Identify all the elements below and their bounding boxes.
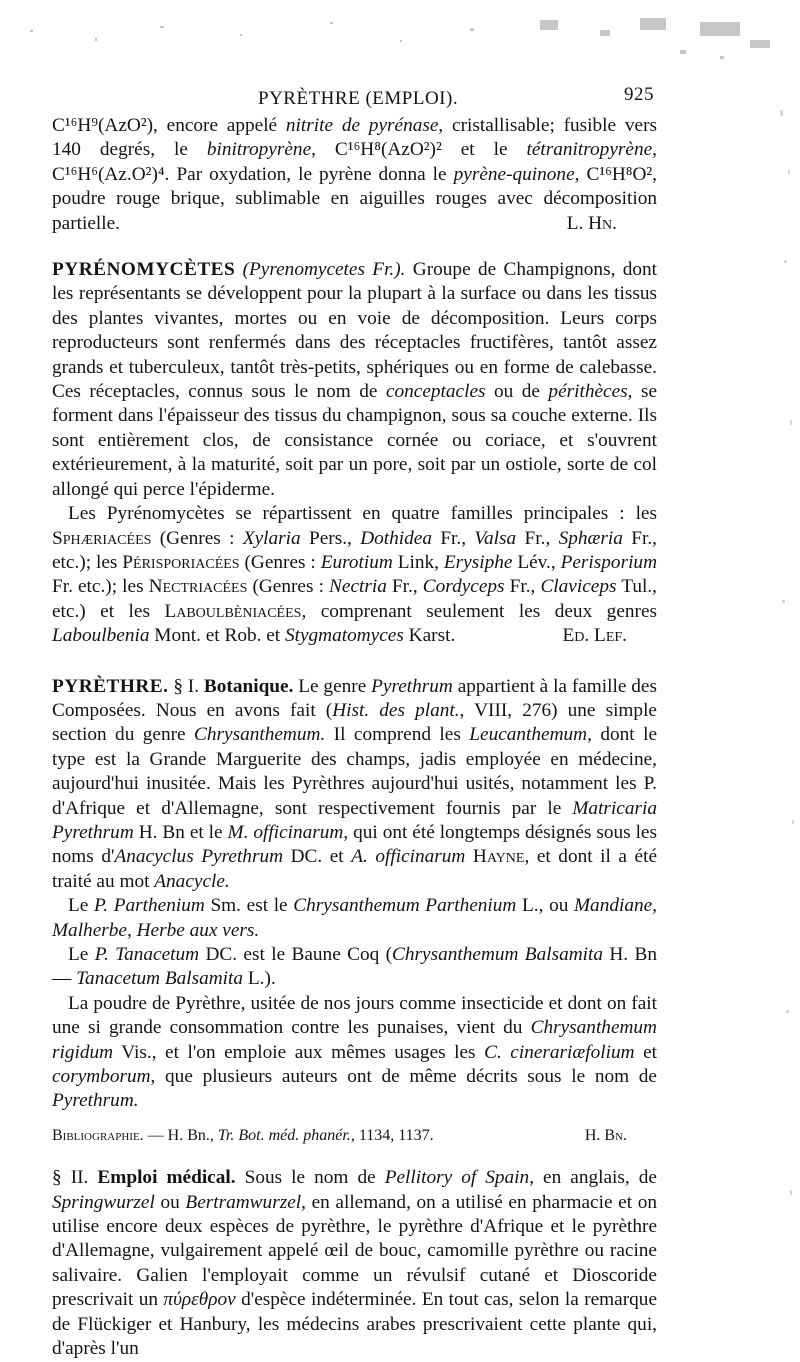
header-subtitle: (EMPLOI). xyxy=(365,88,459,109)
term-italic: Chrysanthemum Parthenium xyxy=(293,895,517,917)
scan-noise-top xyxy=(0,0,800,70)
scan-noise-edge xyxy=(770,0,800,1342)
entry-heading: PYRÈTHRE. xyxy=(52,675,169,697)
entry-pyrethre xyxy=(52,675,657,895)
body-text: Fr., etc.); les xyxy=(52,527,657,573)
author-name: Hayne xyxy=(472,846,525,868)
genus-name: Laboulbenia xyxy=(52,625,150,647)
body-text: 140 degrés, le xyxy=(52,139,207,161)
body-text: Link, xyxy=(392,551,444,573)
spacer xyxy=(52,649,657,675)
running-title xyxy=(258,88,458,110)
body-text: Karst. xyxy=(403,625,456,647)
spacer xyxy=(52,1114,657,1124)
body-text: , C¹⁶H⁶(Az.O²)⁴. xyxy=(52,139,657,185)
running-header xyxy=(52,84,652,114)
body-text: appartient à la famille des Composées. Nous en avons fait ( xyxy=(52,675,657,721)
term-italic: Pellitory of Spain xyxy=(384,1167,530,1189)
body-text: , en allemand, on a utilisé en pharmacie et on utilise encore deux espèces de pyrèthre, le pyrèthre d'Afrique et le pyrèthre d'Allemagne, vulgairement appelé œil de bouc, camomille pyrèthre ou racine salivaire. Galien l'employait comme un révulsif cutané et Dioscoride prescrivait un xyxy=(52,1191,658,1311)
author-signature: Ed. Lef. xyxy=(562,625,627,647)
body-text: , en anglais, de xyxy=(529,1167,657,1189)
text-column xyxy=(52,114,657,1362)
genus-name: Xylaria xyxy=(242,527,301,549)
genus-name: Valsa xyxy=(474,527,517,549)
family-name: Laboulbèniacées xyxy=(164,600,302,622)
term-italic: Pyrethrum xyxy=(371,675,453,697)
body-text: Fr., xyxy=(504,576,541,598)
body-text: , cristallisable; fusible vers xyxy=(438,115,657,136)
page-number: 925 xyxy=(624,84,654,105)
genus-name: Nectria xyxy=(329,576,387,598)
term-italic: A. officinarum xyxy=(351,846,466,868)
greek-term: πύρεθρον xyxy=(163,1289,236,1311)
entry-heading: PYRÉNOMYCÈTES xyxy=(52,259,236,281)
body-text: Il comprend les xyxy=(325,724,470,746)
term-italic: C. cinerariæfolium xyxy=(484,1041,635,1063)
formula-text: C¹⁶H⁹(AzO²), encore appelé xyxy=(52,115,286,136)
family-name: Nectriacées xyxy=(148,576,248,598)
body-text: Tul., etc.) et les xyxy=(52,576,657,622)
section-mark: § I. xyxy=(173,675,200,697)
term-italic: Chrysanthemum Balsamita xyxy=(392,944,604,965)
body-text: Les Pyrénomycètes se répartissent en quatre familles principales : les xyxy=(68,503,657,525)
body-text: , C¹⁶H⁸(AzO²)² et le xyxy=(311,139,527,161)
term-italic: Pyrethrum. xyxy=(52,1090,139,1112)
header-title: PYRÈTHRE xyxy=(258,88,361,109)
term-italic: Mandiane, Malherbe, Herbe aux vers. xyxy=(52,895,657,941)
bibliography-label: Bibliographie. xyxy=(52,1126,144,1144)
body-text: Vis., et l'on emploie aux mêmes usages les xyxy=(113,1041,485,1063)
body-text: d'espèce indéterminée. En tout cas, selon la remarque de Flückiger et Hanbury, les médecins arabes prescrivaient cette plante qui, d'après l'un xyxy=(52,1289,657,1360)
body-text: ou xyxy=(154,1191,186,1213)
term-italic: nitrite de pyrénase xyxy=(285,115,439,136)
pyrene-continuation xyxy=(52,114,657,236)
body-text: ou de xyxy=(485,381,549,403)
term-italic: Leucanthemum, xyxy=(469,724,592,746)
term-italic: Anacyclus Pyrethrum xyxy=(114,846,284,868)
body-text: et xyxy=(634,1041,657,1063)
body-text: , et dont il a été traité au mot xyxy=(52,846,657,892)
body-text: sublimable en aiguilles rouges avec décomposition partielle. xyxy=(52,188,657,234)
body-text: DC. et xyxy=(283,846,352,868)
body-text: L.). xyxy=(243,968,276,990)
term-italic: périthèces xyxy=(548,381,628,403)
latin-name: (Pyrenomycetes Fr.). xyxy=(242,259,406,281)
entry-pyrenomycetes xyxy=(52,258,657,502)
body-text: Pers., xyxy=(300,527,361,549)
spacer xyxy=(52,236,657,258)
paragraph xyxy=(52,502,657,648)
genus-name: Eurotium xyxy=(320,551,393,573)
section-emploi-medical xyxy=(52,1166,657,1361)
term-italic: P. Tanacetum xyxy=(94,944,200,965)
author-signature: H. Bn. xyxy=(584,1126,627,1144)
term-italic: M. officinarum xyxy=(227,821,344,843)
body-text: Mont. et Rob. et xyxy=(149,625,285,647)
body-text: Lév., xyxy=(512,551,561,573)
term-italic: Chrysanthemum. xyxy=(194,724,326,746)
section-title: Botanique. xyxy=(203,675,294,697)
term-italic: pyrène-quinone xyxy=(453,163,575,185)
body-text: Fr., xyxy=(516,527,559,549)
term-italic: tétranitropyrène xyxy=(526,139,653,161)
body-text: , que plusieurs auteurs ont de même décrits sous le nom de xyxy=(150,1066,657,1088)
paragraph xyxy=(52,943,657,992)
genus-name: Stygmatomyces xyxy=(284,625,404,647)
body-text: , qui ont été longtemps désignés sous les noms d' xyxy=(52,821,657,868)
body-text: L., ou xyxy=(516,895,574,917)
body-text: DC. est le Baune Coq ( xyxy=(199,944,393,965)
body-text: , se forment dans l'épaisseur des tissus du champignon, sous sa couche externe. Ils sont entièrement clos, de consistance cornée ou coriace, et s'ouvrent extérieurement, à la maturité, soit par un pore, soit par un ostiole, sorte de col allongé qui perce l'épiderme. xyxy=(52,381,658,500)
body-text: Fr., xyxy=(386,576,423,598)
body-text: , comprenant seulement les deux genres xyxy=(301,600,657,622)
body-text: (Genres : xyxy=(239,551,321,573)
term-italic: corymborum xyxy=(52,1066,151,1088)
section-title: Emploi médical. xyxy=(97,1167,236,1189)
term-italic: Bertramwurzel xyxy=(185,1191,302,1213)
body-text: Le xyxy=(68,895,94,917)
term-italic: P. Parthenium xyxy=(93,895,205,917)
body-text: Groupe de Champignons, dont les représentants se développent pour la plupart à la surface ou dans les tissus des plantes vivantes, mortes ou en voie de décomposition. Leurs corps reproducteurs sont renfermés dans des réceptacles fructifères, tantôt assez grands et tuberculeux, tantôt très-petits, sphériques ou en forme de calebasse. Ces réceptacles, connus sous le nom de xyxy=(52,259,657,403)
term-italic: Chrysanthemum rigidum xyxy=(52,1017,657,1063)
body-text xyxy=(465,846,473,867)
paragraph xyxy=(52,992,657,1114)
term-italic: binitropyrène xyxy=(206,139,312,161)
body-text: La poudre de Pyrèthre, usitée de nos jours comme insecticide et dont on fait une si grande consommation contre les punaises, vient du xyxy=(52,992,657,1039)
body-text: H. Bn et le xyxy=(133,821,228,843)
author-signature: L. Hn. xyxy=(566,212,617,234)
genus-name: Claviceps xyxy=(540,576,617,598)
genus-name: Cordyceps xyxy=(422,576,505,598)
body-text: Le genre xyxy=(293,675,372,697)
genus-name: Sphæria xyxy=(558,527,623,549)
bibliography xyxy=(52,1124,657,1148)
spacer xyxy=(52,1148,657,1166)
term-italic: Springwurzel xyxy=(52,1191,155,1213)
body-text: (Genres : xyxy=(151,527,243,549)
genus-name: Erysiphe xyxy=(443,551,513,573)
body-text: (Genres : xyxy=(247,576,330,598)
genus-name: Perisporium xyxy=(560,551,657,573)
body-text: Fr., xyxy=(431,527,475,549)
family-name: Périsporiacées xyxy=(122,551,240,573)
body-text: Le xyxy=(68,944,95,965)
reference-title: Tr. Bot. méd. phanér. xyxy=(217,1126,351,1144)
section-mark: § II. xyxy=(52,1167,89,1189)
term-italic: Tanacetum Balsamita xyxy=(76,968,244,990)
body-text: — H. Bn., xyxy=(143,1126,218,1144)
term-italic: Anacycle. xyxy=(154,870,230,892)
paragraph xyxy=(52,894,657,943)
body-text: , C¹⁶H⁸O², poudre rouge brique, xyxy=(52,163,658,210)
family-name: Sphæriacées xyxy=(52,527,152,549)
body-text: Sous le nom de xyxy=(235,1167,385,1189)
body-text: Par oxydation, le pyrène donna le xyxy=(176,163,454,185)
body-text: , VIII, 276) une simple section du genre xyxy=(52,699,657,746)
genus-name: Dothidea xyxy=(360,527,432,549)
term-italic: Matricaria Pyrethrum xyxy=(52,797,657,843)
body-text: Sm. est le xyxy=(204,895,294,917)
body-text: dont le type est la Grande Marguerite des champs, jadis employée en médecine, aujourd'hui inusitée. Mais les Pyrèthres aujourd'hui usités, notamment les P. d'Afrique et d'Allemagne, sont respectivement fournis par le xyxy=(52,724,658,819)
term-italic: Hist. des plant. xyxy=(332,699,460,721)
body-text: Fr. etc.); les xyxy=(52,576,149,598)
term-italic: conceptacles xyxy=(385,381,486,403)
body-text: H. Bn — xyxy=(52,944,657,990)
body-text: , 1134, 1137. xyxy=(350,1126,434,1144)
